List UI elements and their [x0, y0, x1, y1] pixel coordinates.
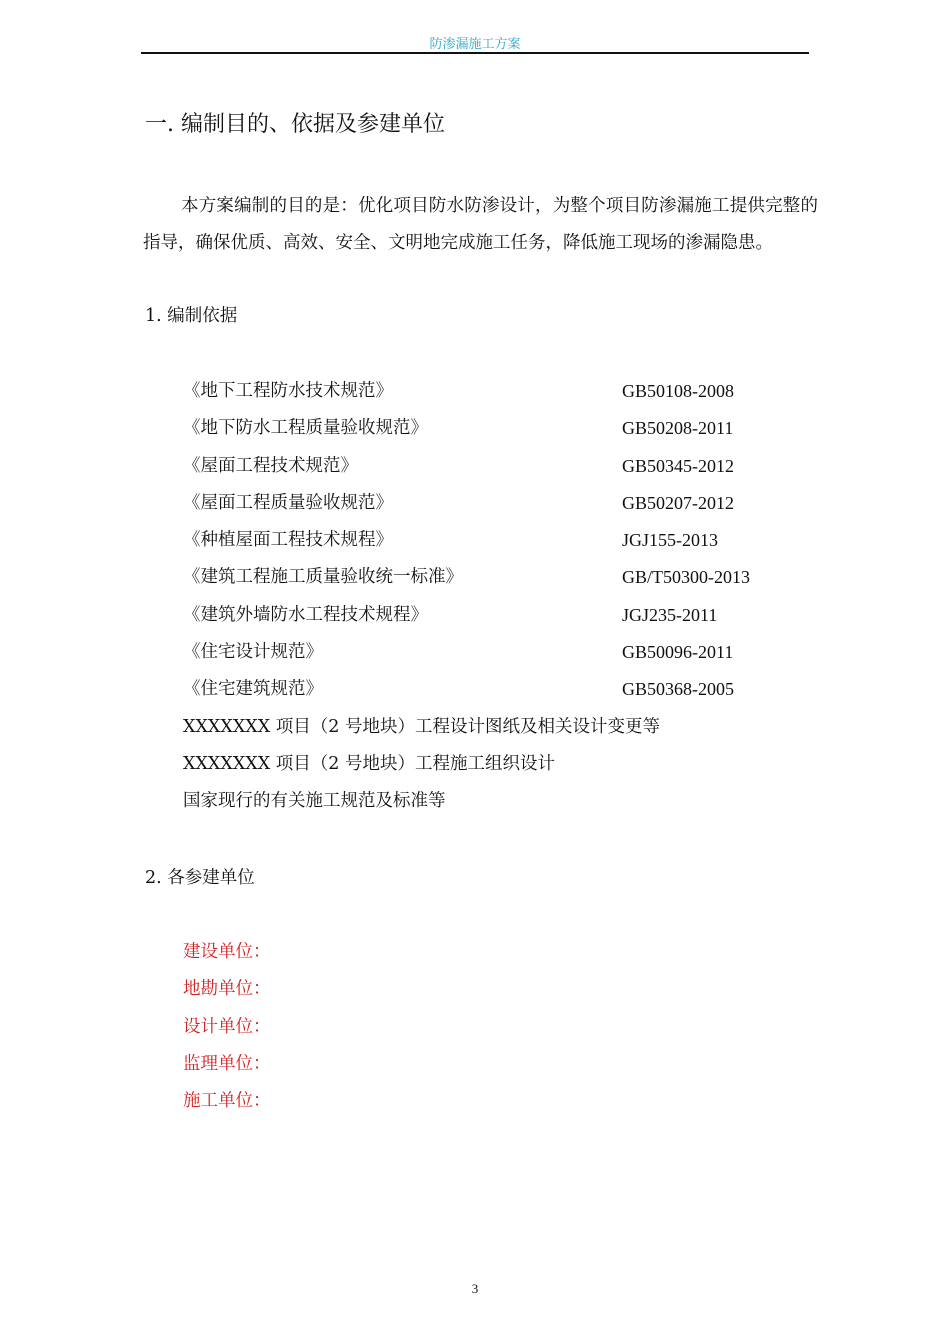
reference-title: 《建筑工程施工质量验收统一标准》 — [183, 567, 463, 588]
reference-title: 《屋面工程质量验收规范》 — [183, 492, 393, 513]
reference-row — [183, 637, 803, 674]
reference-row — [183, 525, 803, 562]
units-heading: 2. 各参建单位 — [145, 868, 255, 888]
reference-code: GB50208-2011 — [622, 418, 734, 439]
reference-title: 《种植屋面工程技术规程》 — [183, 530, 393, 551]
reference-code: GB50096-2011 — [622, 642, 734, 663]
participating-units-list — [183, 937, 271, 1123]
reference-title: 《地下工程防水技术规范》 — [183, 381, 393, 401]
header-divider — [141, 52, 809, 54]
unit-label-construction: 施工单位： — [183, 1091, 271, 1112]
running-header-title: 防渗漏施工方案 — [429, 37, 521, 52]
basis-heading: 1. 编制依据 — [145, 306, 238, 326]
reference-code: GB50368-2005 — [622, 679, 734, 700]
basis-item-construction-plan: XXXXXXX 项目（2 号地块）工程施工组织设计 — [183, 754, 555, 774]
reference-row — [183, 413, 803, 450]
reference-code: GB50207-2012 — [622, 492, 734, 513]
reference-title: 《建筑外墙防水工程技术规程》 — [183, 604, 428, 625]
reference-title: 《地下防水工程质量验收规范》 — [183, 418, 428, 439]
unit-label-supervision: 监理单位： — [183, 1053, 271, 1074]
unit-label-developer: 建设单位： — [183, 942, 271, 962]
reference-list — [183, 376, 803, 712]
reference-code: GB50345-2012 — [622, 455, 734, 476]
reference-row — [183, 451, 803, 488]
basis-item-national-standards: 国家现行的有关施工规范及标准等 — [183, 791, 446, 811]
reference-code: JGJ155-2013 — [622, 530, 719, 551]
section-heading: 一. 编制目的、依据及参建单位 — [145, 112, 445, 137]
reference-title: 《住宅建筑规范》 — [183, 679, 323, 700]
reference-code: GB50108-2008 — [622, 381, 734, 401]
reference-title: 《住宅设计规范》 — [183, 642, 323, 663]
reference-title: 《屋面工程技术规范》 — [183, 455, 358, 476]
reference-code: GB/T50300-2013 — [622, 567, 750, 588]
basis-item-design-drawings: XXXXXXX 项目（2 号地块）工程设计图纸及相关设计变更等 — [183, 717, 660, 737]
reference-row — [183, 376, 803, 413]
reference-row — [183, 488, 803, 525]
page-number: 3 — [471, 1281, 479, 1296]
unit-label-design: 设计单位： — [183, 1016, 271, 1037]
reference-code: JGJ235-2011 — [622, 604, 718, 625]
reference-row — [183, 674, 803, 711]
reference-row — [183, 562, 803, 599]
purpose-paragraph: 本方案编制的目的是：优化项目防水防渗设计，为整个项目防渗漏施工提供完整的指导，确保优质、高效、安全、文明地完成施工任务，降低施工现场的渗漏隐患。 — [143, 196, 818, 253]
reference-row — [183, 600, 803, 637]
unit-label-survey: 地勘单位： — [183, 979, 271, 1000]
